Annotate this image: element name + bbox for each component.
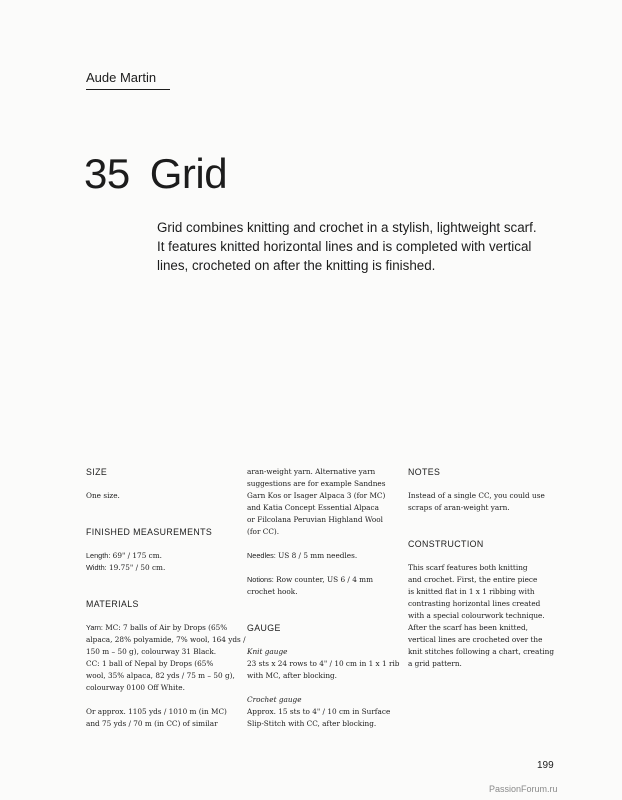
alt-yarn-line: and Katia Concept Essential Alpaca <box>247 503 379 512</box>
construction-line: knit stitches following a chart, creating <box>408 647 554 656</box>
yarn-line: CC: 1 ball of Nepal by Drops (65% <box>86 659 214 668</box>
knit-gauge-line: 23 sts x 24 rows to 4" / 10 cm in 1 x 1 rib <box>247 659 400 668</box>
construction-line: This scarf features both knitting <box>408 563 528 572</box>
yarn-line: 150 m – 50 g), colourway 31 Black. <box>86 647 217 656</box>
materials-heading: MATERIALS <box>86 599 139 609</box>
intro-line: Grid combines knitting and crochet in a stylish, lightweight scarf. <box>157 220 537 235</box>
yarn-line: alpaca, 28% polyamide, 7% wool, 164 yds / <box>86 635 246 644</box>
length-value: 69" / 175 cm. <box>110 551 162 560</box>
yarn-line: wool, 35% alpaca, 82 yds / 75 m – 50 g), <box>86 671 235 680</box>
page-number: 199 <box>537 760 554 771</box>
column-right <box>408 466 556 670</box>
construction-heading: CONSTRUCTION <box>408 539 484 549</box>
column-left <box>86 466 246 730</box>
length-label: Length: <box>86 551 111 560</box>
yarn-label: Yarn: <box>86 623 103 632</box>
yarn-text: MC: 7 balls of Air by Drops (65% <box>102 623 228 632</box>
notions-value: Row counter, US 6 / 4 mm <box>273 575 374 584</box>
intro-paragraph <box>157 218 557 275</box>
needles-value: US 8 / 5 mm needles. <box>275 551 358 560</box>
crochet-gauge-title: Crochet gauge <box>247 695 302 704</box>
crochet-gauge-line: Approx. 15 sts to 4" / 10 cm in Surface <box>247 707 391 716</box>
alt-yarn-line: (for CC). <box>247 527 280 536</box>
width-label: Width: <box>86 563 107 572</box>
author-name: Aude Martin <box>86 70 170 90</box>
alt-yarn-line: Or approx. 1105 yds / 1010 m (in MC) <box>86 707 227 716</box>
alt-yarn-line: or Filcolana Peruvian Highland Wool <box>247 515 383 524</box>
knit-gauge-line: with MC, after blocking. <box>247 671 338 680</box>
notions-line <box>247 574 397 586</box>
construction-line: and crochet. First, the entire piece <box>408 575 538 584</box>
yarn-line <box>86 622 236 634</box>
pattern-title <box>84 150 227 198</box>
construction-line: with a special colourwork technique. <box>408 611 545 620</box>
length-line <box>86 550 236 562</box>
notions-line: crochet hook. <box>247 587 298 596</box>
pattern-name: Grid <box>149 150 228 197</box>
column-middle <box>247 466 400 730</box>
notes-line: Instead of a single CC, you could use <box>408 491 545 500</box>
width-line <box>86 562 236 574</box>
needles-label: Needles: <box>247 551 276 560</box>
knit-gauge-title: Knit gauge <box>247 647 288 656</box>
intro-line: It features knitted horizontal lines and is completed with vertical <box>157 239 532 254</box>
alt-yarn-line: and 75 yds / 70 m (in CC) of similar <box>86 719 218 728</box>
construction-line: a grid pattern. <box>408 659 462 668</box>
alt-yarn-line: suggestions are for example Sandnes <box>247 479 386 488</box>
construction-line: vertical lines are crocheted over the <box>408 635 543 644</box>
yarn-line: colourway 0100 Off White. <box>86 683 185 692</box>
crochet-gauge-line: Slip-Stitch with CC, after blocking. <box>247 719 377 728</box>
alt-yarn-line: Garn Kos or Isager Alpaca 3 (for MC) <box>247 491 386 500</box>
construction-line: After the scarf has been knitted, <box>408 623 528 632</box>
pattern-number: 35 <box>84 150 130 197</box>
notes-heading: NOTES <box>408 467 441 477</box>
watermark: PassionForum.ru <box>489 784 558 794</box>
finished-heading: FINISHED MEASUREMENTS <box>86 527 213 537</box>
intro-line: lines, crocheted on after the knitting is finished. <box>157 258 436 273</box>
size-text: One size. <box>86 491 120 500</box>
alt-yarn-line: aran-weight yarn. Alternative yarn <box>247 467 376 476</box>
construction-line: is knitted flat in 1 x 1 ribbing with <box>408 587 535 596</box>
construction-line: contrasting horizontal lines created <box>408 599 541 608</box>
notions-label: Notions: <box>247 575 274 584</box>
gauge-heading: GAUGE <box>247 623 281 633</box>
notes-line: scraps of aran-weight yarn. <box>408 503 510 512</box>
width-value: 19.75" / 50 cm. <box>106 563 166 572</box>
needles-line <box>247 550 397 562</box>
size-heading: SIZE <box>86 467 108 477</box>
